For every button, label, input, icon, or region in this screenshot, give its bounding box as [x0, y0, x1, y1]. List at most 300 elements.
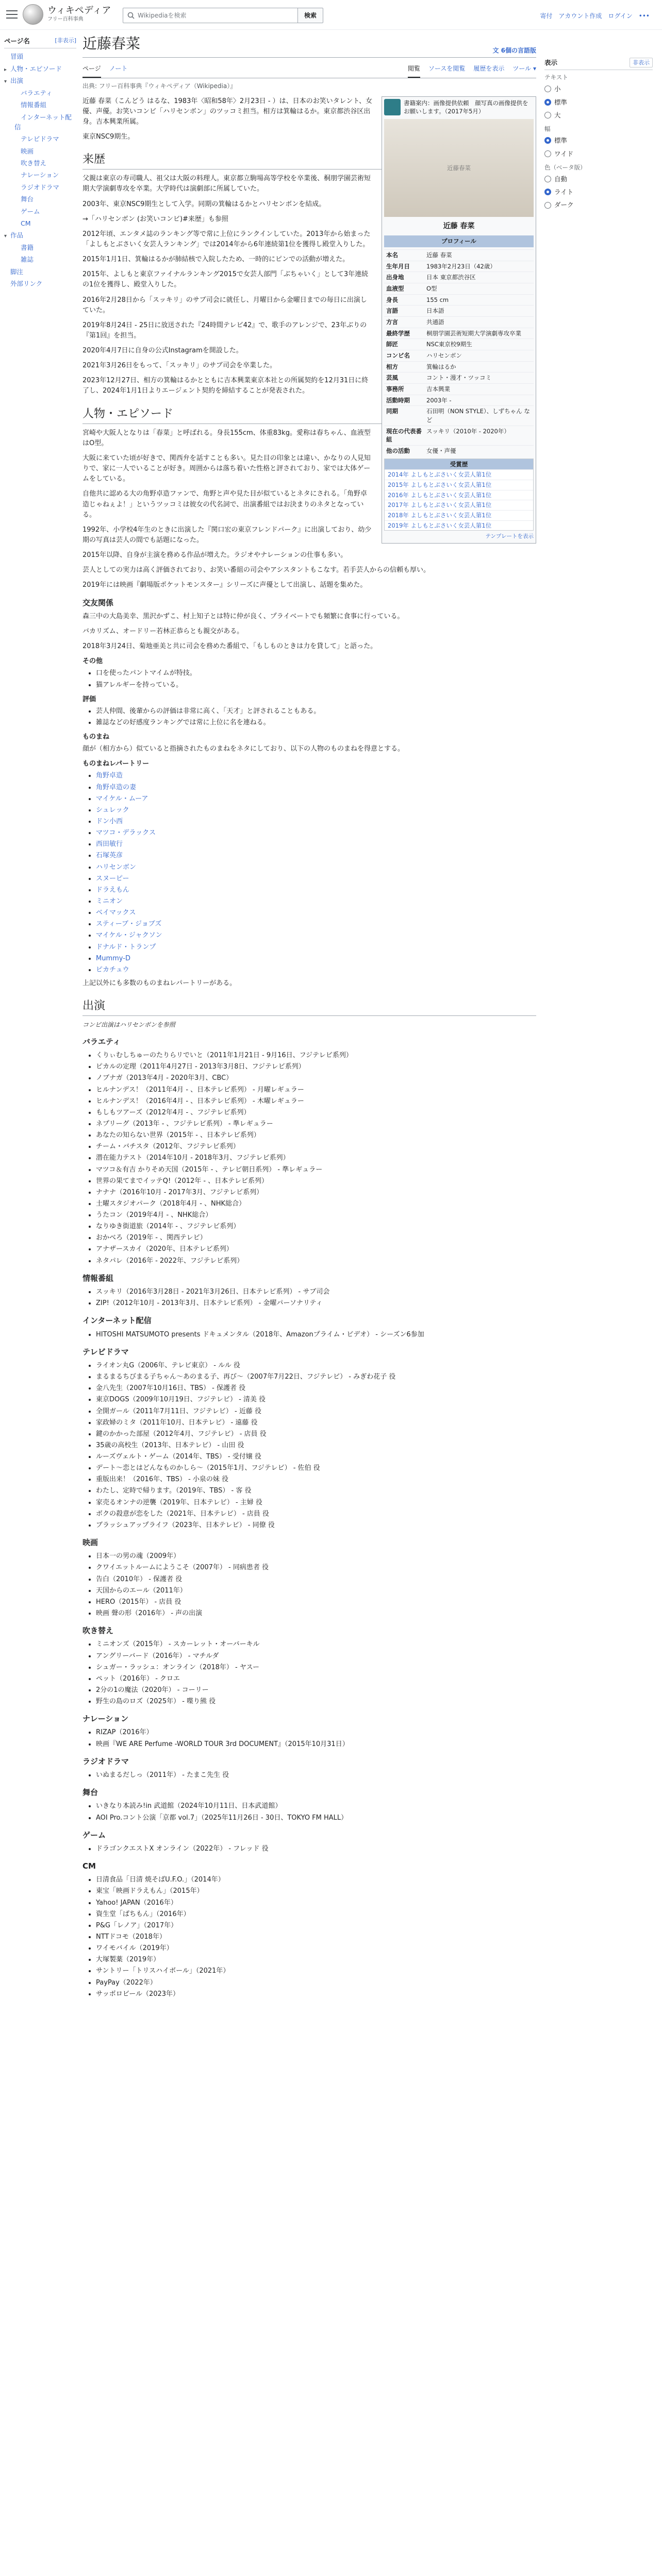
toc-item[interactable] [4, 206, 76, 217]
appearance-list [82, 1801, 536, 1823]
mono-item [96, 885, 536, 895]
appearance-item [96, 1165, 536, 1175]
appearance-item-text: 重版出来！（2016年、TBS） - 小泉の妹 役 [96, 1476, 229, 1484]
infobox-key: 言語 [386, 307, 398, 315]
appearance-item-text: いきなり本読み!in 武道館（2024年10月11日、日本武道館） [96, 1802, 282, 1810]
color-label: 色（ベータ版） [544, 163, 586, 171]
search-placeholder: Wikipediaを検索 [138, 11, 187, 19]
infobox-row [384, 372, 534, 383]
infobox-row [384, 395, 534, 406]
appearance-item [96, 1233, 536, 1243]
toc-item[interactable] [4, 253, 76, 265]
appearance-item [96, 1563, 536, 1573]
appearance-item-text: HERO（2015年） - 店員 役 [96, 1598, 181, 1606]
career-paragraph: 2003年、東京NSC9期生として入学。同期の箕輪はるかとハリセンボンを結成。 [82, 200, 326, 208]
width-label: 幅 [544, 125, 551, 133]
toc-item-label[interactable]: 吹き替え [21, 159, 47, 167]
infobox-value: 近藤 春菜 [426, 251, 452, 259]
appearance-item-text: ネタパレ（2016年 - 2022年、フジテレビ系列） [96, 1257, 244, 1265]
other-item: • 口を使ったパントマイムが特技。 [96, 668, 536, 679]
infobox-value: NSC東京校9期生 [426, 341, 472, 348]
toc-item-label[interactable]: 脚注 [10, 267, 24, 276]
radio-icon[interactable] [544, 202, 551, 209]
appearance-item [96, 1429, 536, 1439]
appearance-item [96, 1844, 536, 1854]
toc-item-label[interactable]: ラジオドラマ [21, 183, 60, 191]
toc-item-label[interactable]: 雑誌 [21, 256, 34, 264]
toc-item-label[interactable]: バラエティ [21, 89, 53, 97]
color-option[interactable] [544, 198, 653, 211]
mono-item [96, 896, 536, 907]
appearance-item [96, 1050, 536, 1061]
appearance-item [96, 1096, 536, 1107]
toc-item-label[interactable]: 作品 [10, 231, 24, 240]
toc-item[interactable] [4, 266, 76, 278]
appearance-group-title: CM [82, 1861, 96, 1871]
color-option[interactable] [544, 173, 653, 185]
appearance-list [82, 1875, 536, 1999]
mono-item [96, 919, 536, 929]
toc-item[interactable] [4, 157, 76, 169]
person-paragraph: 2019年には映画『劇場版ポケットモンスター』シリーズに声優として出演し、話題を集めた。 [82, 581, 367, 589]
appearance-group-title: 舞台 [82, 1788, 98, 1798]
text-size-option[interactable] [544, 96, 653, 109]
radio-icon[interactable] [544, 137, 551, 144]
table-of-contents [4, 33, 76, 290]
appearance-item-text: クワイエットルームにようこそ（2007年） - 同病患者 役 [96, 1564, 269, 1572]
toc-item-label[interactable]: ゲーム [21, 207, 40, 215]
template-link[interactable]: テンプレートを表示 [485, 533, 534, 540]
appearance-item [96, 1574, 536, 1585]
main-menu-icon[interactable] [6, 10, 18, 19]
infobox-key: 芸風 [386, 374, 398, 382]
appearance-item [96, 1978, 536, 1988]
toc-item[interactable] [4, 278, 76, 290]
mono-item [96, 783, 536, 793]
toc-hide-button[interactable]: [非表示] [55, 37, 76, 44]
mono-item-link[interactable]: 角野卓造の妻 [96, 783, 137, 791]
mono-item-link[interactable]: ドン小西 [96, 818, 123, 826]
appearance-item-text: Yahoo! JAPAN（2016年） [96, 1899, 177, 1907]
mono-item-link[interactable]: ドナルド・トランプ [96, 943, 156, 951]
infobox-value: スッキリ（2010年 - 2020年） [426, 427, 510, 435]
appearance-item [96, 1395, 536, 1405]
mono-item-link[interactable]: Mummy-D [96, 954, 130, 962]
appearance-group-title: ナレーション [82, 1714, 129, 1724]
mono-item-link[interactable]: ベイマックス [96, 909, 136, 917]
infobox-key: 現在の代表番組 [386, 427, 422, 444]
appearance-item [96, 1663, 536, 1673]
infobox [382, 96, 536, 544]
awards-box [384, 459, 534, 531]
infobox-value: 共通語 [426, 318, 444, 326]
appearance-item-text: アナザースカイ（2020年、日本テレビ系列） [96, 1245, 233, 1253]
appearance-item-text: 日本一の男の魂（2009年） [96, 1552, 180, 1561]
award-item[interactable]: 2015年 よしもとぶさいく女芸人第1位 [385, 480, 533, 490]
appearance-item [96, 1073, 536, 1083]
person-intro: 宮崎や大阪人となりは「春菜」と呼ばれる。身長155cm、体重83kg。愛称は春ちゃん、血液型はO型。 [82, 429, 371, 447]
appearance-item-text: まるまるちびまる子ちゃん～あのまる子、再び～（2007年7月22日、フジテレビ） - みぎわ花子 役 [96, 1373, 396, 1381]
width-option-label: ワイド [554, 149, 574, 158]
appearance-item [96, 1142, 536, 1152]
toc-item-label[interactable]: 書籍 [21, 243, 34, 251]
infobox-row [384, 249, 534, 261]
appearance-panel-header [544, 56, 653, 70]
heading-mono-list: ものまねレパートリー [82, 760, 150, 768]
user-link[interactable]: 寄付 [540, 12, 553, 20]
infobox-value: 155 cm [426, 296, 449, 303]
infobox-value: 箕輪はるか [426, 363, 456, 370]
mono-item-link[interactable]: ピカチュウ [96, 965, 129, 974]
toc-item-label[interactable]: ナレーション [21, 171, 59, 179]
appearance-item [96, 1932, 536, 1942]
appearance-item-text: サントリー「トリスハイボール」（2021年） [96, 1967, 230, 1975]
appearance-item-text: 資生堂「ばちもん」（2016年） [96, 1910, 190, 1918]
appearance-item [96, 1586, 536, 1596]
appearance-item-text: サッポロビール（2023年） [96, 1990, 180, 1998]
appearance-item [96, 1085, 536, 1095]
logo-subtitle: フリー百科事典 [47, 16, 84, 22]
toc-item-label[interactable]: 外部リンク [10, 279, 43, 287]
appearance-item-text: アングリーバード（2016年） - マチルダ [96, 1652, 219, 1660]
appearance-item-text: デート～恋とはどんなものかしら～（2015年1月、フジテレビ） - 佐伯 役 [96, 1464, 320, 1472]
appearance-item [96, 1597, 536, 1607]
text-size-option[interactable] [544, 109, 653, 122]
appearance-item [96, 1440, 536, 1451]
toc-item[interactable] [4, 111, 76, 133]
language-button[interactable]: 文 6個の言語版 [492, 46, 536, 54]
appearance-item [96, 1498, 536, 1508]
toc-item-label[interactable]: 人物・エピソード [10, 64, 62, 73]
user-link[interactable]: アカウント作成 [558, 12, 602, 20]
infobox-row [384, 316, 534, 328]
infobox-value: コント・漫才・ツッコミ [426, 374, 492, 382]
appearance-item [96, 1210, 536, 1221]
infobox-row [384, 405, 534, 425]
radio-icon[interactable] [544, 86, 551, 92]
section-career: 来歴 [82, 150, 536, 170]
appearance-item [96, 1739, 536, 1750]
infobox-key: 相方 [386, 363, 398, 370]
appearance-group-title: 情報番組 [82, 1273, 114, 1283]
appearance-item-text: 映画『WE ARE Perfume -WORLD TOUR 3rd DOCUMENT』（2015年10月31日） [96, 1740, 349, 1748]
career-paragraph: 2016年2月28日から「スッキリ」のサブ司会に就任し、月曜日から金曜日までの毎日に出演していた。 [82, 296, 367, 314]
toc-item[interactable] [4, 169, 76, 181]
mono-item [96, 839, 536, 850]
color-option[interactable] [544, 185, 653, 198]
appearance-item-text: シュガー・ラッシュ：オンライン（2018年） - ヤスー [96, 1663, 259, 1671]
radio-icon[interactable] [544, 150, 551, 157]
logo-title: ウィキペディア [47, 5, 111, 16]
heading-other: その他 [82, 657, 103, 666]
appearance-item [96, 1153, 536, 1163]
tab-talk[interactable]: ノート [109, 65, 128, 73]
appearance-item [96, 1256, 536, 1266]
user-link[interactable]: ••• [638, 12, 650, 20]
search-button[interactable]: 検索 [298, 8, 323, 23]
mono-item-link[interactable]: マイケル・ジャクソン [96, 931, 162, 940]
heading-eval: 評価 [82, 695, 96, 703]
appearance-item-text: 告白（2010年） - 保護者 役 [96, 1575, 183, 1583]
appearance-item-text: 金八先生（2007年10月16日、TBS） - 保護者 役 [96, 1384, 246, 1393]
lead-paragraph: 近藤 春菜（こんどう はるな、1983年〈昭和58年〉2月23日 - ）は、日本のお笑いタレント、女優、声優。お笑いコンビ「ハリセンボン」のツッコミ担当。相方は箕輪はるか。東京都渋谷区出身。吉本興業所属。 [82, 97, 373, 126]
appearance-item-text: ノブナガ（2013年4月 - 2020年3月、CBC） [96, 1074, 233, 1082]
appearance-item [96, 1119, 536, 1129]
toc-item[interactable] [4, 217, 76, 229]
infobox-key: コンビ名 [386, 351, 410, 359]
page-tagline: 出典: フリー百科事典『ウィキペディア（Wikipedia）』 [82, 82, 237, 90]
mono-item-link[interactable]: ハリセンボン [96, 863, 136, 871]
text-size-option[interactable] [544, 82, 653, 95]
infobox-row [384, 261, 534, 272]
appearance-panel [544, 52, 653, 212]
mono-item-link[interactable]: マイケル・ムーア [96, 794, 148, 803]
mono-item-link[interactable]: 西田敏行 [96, 840, 123, 849]
appearance-item [96, 1372, 536, 1382]
radio-icon[interactable] [544, 99, 551, 106]
appearance-item [96, 1813, 536, 1823]
radio-icon[interactable] [544, 176, 551, 182]
career-paragraph: 2021年3月26日をもって、「スッキリ」のサブ司会を卒業した。 [82, 362, 277, 370]
appearance-list [82, 1727, 536, 1749]
appearance-item [96, 1955, 536, 1965]
toc-item[interactable] [4, 63, 76, 75]
appearance-item [96, 1330, 536, 1340]
career-paragraph: 2015年、よしもと東京ファイナルランキング2015で女芸人部門「ぶちゃいく」として3年連続の1位を獲得し、殿堂入りした。 [82, 270, 369, 289]
toc-item[interactable] [4, 87, 76, 99]
toc-item[interactable] [4, 181, 76, 193]
toc-item-label[interactable]: 情報番組 [21, 101, 47, 109]
mono-item [96, 908, 536, 918]
appearance-list [82, 1770, 536, 1781]
appearance-item [96, 1509, 536, 1519]
appearance-item-text: 大塚製薬（2019年） [96, 1956, 160, 1964]
toc-item[interactable] [4, 242, 76, 253]
appearance-item [96, 1801, 536, 1811]
career-paragraph: 2023年12月27日、相方の箕輪はるかとともに吉本興業東京本社との所属契約を12月31日に終了し、2024年1月1日よりエージェント契約を締結することが発表された。 [82, 377, 369, 395]
user-link[interactable]: ログイン [608, 12, 633, 20]
section-appearances: 出演 [82, 997, 536, 1016]
mono-item-link[interactable]: マツコ・デラックス [96, 829, 156, 837]
appearances-hatnote: コンビ出演はハリセンボンを参照 [82, 1021, 175, 1029]
mono-item-link[interactable]: スティーブ・ジョブズ [96, 920, 162, 928]
image-request-icon [384, 99, 401, 115]
toc-item-label[interactable]: テレビドラマ [21, 135, 59, 143]
award-item[interactable]: 2018年 よしもとぶさいく女芸人第1位 [385, 510, 533, 520]
infobox-value: O型 [426, 284, 437, 292]
text-size-option-label: 標準 [554, 98, 568, 106]
tab-action[interactable]: ソースを閲覧 [428, 65, 466, 73]
appearance-item-text: 家政婦のミタ（2011年10月、日本テレビ） - 遠藤 役 [96, 1418, 258, 1427]
award-item[interactable]: 2019年 よしもとぶさいく女芸人第1位 [385, 520, 533, 531]
width-option[interactable] [544, 147, 653, 160]
appearance-item [96, 1727, 536, 1738]
appearance-item-text: ネプリーグ（2013年 - 、フジテレビ系列） - 準レギュラー [96, 1120, 273, 1128]
mono-item [96, 805, 536, 816]
mono-item-link[interactable]: ミニオン [96, 897, 123, 906]
infobox-key: 最終学歴 [386, 329, 410, 337]
career-paragraph: 2019年8月24日 - 25日に放送された『24時間テレビ42』で、歌手のアレンジで、23年ぶりの『第1回』を担当。 [82, 321, 367, 340]
toc-title: ページ名 [4, 37, 30, 45]
award-item[interactable]: 2017年 よしもとぶさいく女芸人第1位 [385, 500, 533, 510]
appearance-item [96, 1608, 536, 1619]
search-icon [127, 12, 135, 19]
appearance-item [96, 1486, 536, 1496]
appearance-list [82, 1330, 536, 1340]
appearance-item-text: 35歳の高校生（2013年、日本テレビ） - 山田 役 [96, 1441, 244, 1449]
toc-caret-icon[interactable]: ▾ [4, 79, 7, 85]
toc-item-label[interactable]: CM [21, 219, 31, 227]
mono-item-link[interactable]: シュレック [96, 806, 129, 814]
appearance-item [96, 1463, 536, 1473]
text-size-label: テキスト [544, 74, 568, 81]
appearance-item [96, 1287, 536, 1297]
mono-item [96, 851, 536, 861]
appearance-item [96, 1199, 536, 1209]
appearance-item-text: ヒルナンデス！（2011年4月 - 、日本テレビ系列） - 月曜レギュラー [96, 1086, 304, 1094]
appearance-item [96, 1383, 536, 1394]
width-option[interactable] [544, 134, 653, 147]
appearance-item-text: 日清食品「日清 焼そばU.F.O.」（2014年） [96, 1876, 225, 1884]
search-input[interactable] [123, 8, 298, 23]
mono-item [96, 828, 536, 838]
appearance-item-text: ナナナ（2016年10月 - 2017年3月、フジテレビ系列） [96, 1188, 263, 1196]
appearance-item-text: わたし、定時で帰ります。（2019年、TBS） - 客 役 [96, 1487, 252, 1495]
toc-item-label[interactable]: 冒頭 [10, 53, 24, 61]
appearance-item-text: ピカルの定理（2011年4月27日 - 2013年3月8日、フジテレビ系列） [96, 1063, 305, 1071]
radio-icon[interactable] [544, 112, 551, 118]
appearance-hide-button[interactable]: 非表示 [630, 58, 653, 67]
appearance-item-text: 世界の果てまでイッテQ!（2012年 - 、日本テレビ系列） [96, 1177, 268, 1185]
toc-item-label[interactable]: 出演 [10, 77, 24, 85]
appearance-item-text: 家売るオンナの逆襲（2019年、日本テレビ） - 主婦 役 [96, 1498, 262, 1506]
person-paragraph: 1992年、小学校4年生のときに出演した『関口宏の東京フレンドパーク』に出演しており、幼少期の写真は芸人の間でも話題になった。 [82, 526, 372, 544]
infobox-section-profile: プロフィール [384, 235, 534, 247]
tab-action[interactable]: 閲覧 [408, 61, 420, 78]
radio-icon[interactable] [544, 189, 551, 195]
appearance-item-text: ワイモバイル（2019年） [96, 1944, 173, 1953]
toc-item[interactable] [4, 229, 76, 242]
mono-item [96, 942, 536, 953]
appearance-item [96, 1298, 536, 1309]
profile-photo[interactable] [384, 119, 534, 217]
appearance-item-text: NTTドコモ（2018年） [96, 1933, 166, 1941]
appearance-group-title: ゲーム [82, 1830, 106, 1840]
toc-item-label[interactable]: 舞台 [21, 195, 34, 204]
appearance-item-text: 2分の1の魔法（2020年） - コーリー [96, 1686, 209, 1694]
toc-caret-icon[interactable]: ▾ [4, 233, 7, 240]
mono-item-link[interactable]: 石塚英彦 [96, 852, 123, 860]
appearance-item [96, 1222, 536, 1232]
infobox-key: 他の活動 [386, 447, 410, 454]
mono-item [96, 794, 536, 804]
appearance-item [96, 1551, 536, 1562]
infobox-row [384, 328, 534, 339]
person-paragraph: 自他共に認める大の角野卓造ファンで、角野と声や見た目が似ているとネタにされる。「角野卓造じゃねぇよ！」というツッコミは彼女の代名詞で、出演番組ではお決まりのネタとなっている。 [82, 490, 367, 519]
relation-paragraph: バカリズム、オードリー若林正恭らとも親交がある。 [82, 627, 244, 635]
main-content [82, 33, 536, 2003]
infobox-key: 生年月日 [386, 262, 410, 270]
infobox-key: 活動時期 [386, 396, 410, 404]
appearance-title: 表示 [544, 59, 558, 66]
appearance-item-text: あなたの知らない世界（2015年 - 、日本テレビ系列） [96, 1131, 260, 1140]
infobox-key: 血液型 [386, 284, 404, 292]
toc-item[interactable] [4, 193, 76, 205]
appearance-list [82, 1287, 536, 1309]
appearance-item-text: 鍵のかかった部屋（2012年4月、フジテレビ） - 店員 役 [96, 1430, 267, 1438]
toc-item[interactable] [4, 99, 76, 111]
mono-item [96, 817, 536, 827]
color-option-label: ライト [554, 188, 574, 196]
infobox-value: 1983年2月23日（42歳） [426, 262, 496, 270]
infobox-name: 近藤 春菜 [443, 222, 475, 230]
career-paragraph: 父親は東京の寿司職人、祖父は大阪の料理人。東京都立駒場高等学校を卒業後、桐朋学園芸術短期大学演劇専攻を卒業。大学時代は演劇部に所属していた。 [82, 175, 371, 193]
appearance-item-text: HITOSHI MATSUMOTO presents ドキュメンタル（2018年、Amazonプライム・ビデオ） - シーズン6参加 [96, 1330, 424, 1338]
appearance-item-text: ルーズヴェルト・ゲーム（2014年、TBS） - 受付嬢 役 [96, 1453, 261, 1461]
appearance-item-text: 土曜スタジオパーク（2018年4月 - 、NHK総合） [96, 1199, 246, 1208]
appearance-item-text: ブラッシュアップライフ（2023年、日本テレビ） - 同僚 役 [96, 1521, 275, 1529]
mono-item [96, 930, 536, 941]
width-option-label: 標準 [554, 137, 568, 145]
toc-item-label[interactable]: 映画 [21, 147, 34, 155]
infobox-notice: 書籍案内：画像提供依頼 顔写真の画像提供をお願いします。（2017年5月） [404, 99, 528, 115]
infobox-key: 本名 [386, 251, 398, 259]
mono-item [96, 771, 536, 781]
appearance-list [82, 1551, 536, 1619]
user-links [540, 11, 650, 21]
toc-caret-icon[interactable]: ▸ [4, 66, 7, 73]
award-item[interactable]: 2014年 よしもとぶさいく女芸人第1位 [385, 469, 533, 480]
wikipedia-logo[interactable] [23, 4, 111, 25]
appearance-group-title: インターネット配信 [82, 1316, 152, 1326]
mono-item-link[interactable]: スヌーピー [96, 874, 129, 883]
appearance-item [96, 1966, 536, 1976]
toc-item[interactable] [4, 145, 76, 157]
infobox-value: ハリセンボン [426, 351, 462, 359]
mono-item-link[interactable]: ドラえもん [96, 886, 130, 894]
tab-action[interactable]: ツール ▾ [512, 65, 536, 73]
appearance-item [96, 1886, 536, 1896]
search-form [123, 8, 323, 23]
appearance-item-text: もしもツアーズ（2012年4月 - 、フジテレビ系列） [96, 1108, 251, 1116]
appearance-list [82, 1361, 536, 1531]
toc-item[interactable] [4, 75, 76, 87]
appearance-item-text: ミニオンズ（2015年） - スカーレット・オーバーキル [96, 1640, 260, 1649]
toc-item-label[interactable]: インターネット配信 [14, 113, 72, 131]
mono-item [96, 862, 536, 873]
infobox-row [384, 445, 534, 456]
infobox-value: 2003年 - [426, 396, 452, 404]
appearance-item-text: 東京DOGS（2009年10月19日、フジテレビ） - 清美 役 [96, 1396, 266, 1404]
award-item[interactable]: 2016年 よしもとぶさいく女芸人第1位 [385, 490, 533, 500]
appearance-item [96, 1989, 536, 1999]
appearance-group-title: 吹き替え [82, 1626, 114, 1636]
toc-header [4, 33, 76, 48]
appearance-item [96, 1108, 536, 1118]
infobox-key: 方言 [386, 318, 398, 326]
infobox-row [384, 338, 534, 350]
toc-item[interactable] [4, 50, 76, 62]
tab-action[interactable]: 履歴を表示 [473, 65, 505, 73]
mono-item-link[interactable]: 角野卓造 [96, 772, 123, 780]
appearance-item-text: 潜在能力テスト（2014年10月 - 2018年3月、フジテレビ系列） [96, 1154, 290, 1162]
toc-item[interactable] [4, 133, 76, 145]
appearance-item-text: 全開ガール（2011年7月11日、フジテレビ） - 近藤 役 [96, 1407, 261, 1415]
appearance-item [96, 1651, 536, 1662]
tab-page[interactable]: ページ [82, 61, 101, 78]
career-paragraph: 2015年1月1日、箕輪はるかが肺結核で入院したため、一時的にピンでの活動が増えた。 [82, 256, 350, 264]
appearance-item-text: ヒルナンデス！（2016年4月 - 、日本テレビ系列） - 木曜レギュラー [96, 1097, 304, 1105]
